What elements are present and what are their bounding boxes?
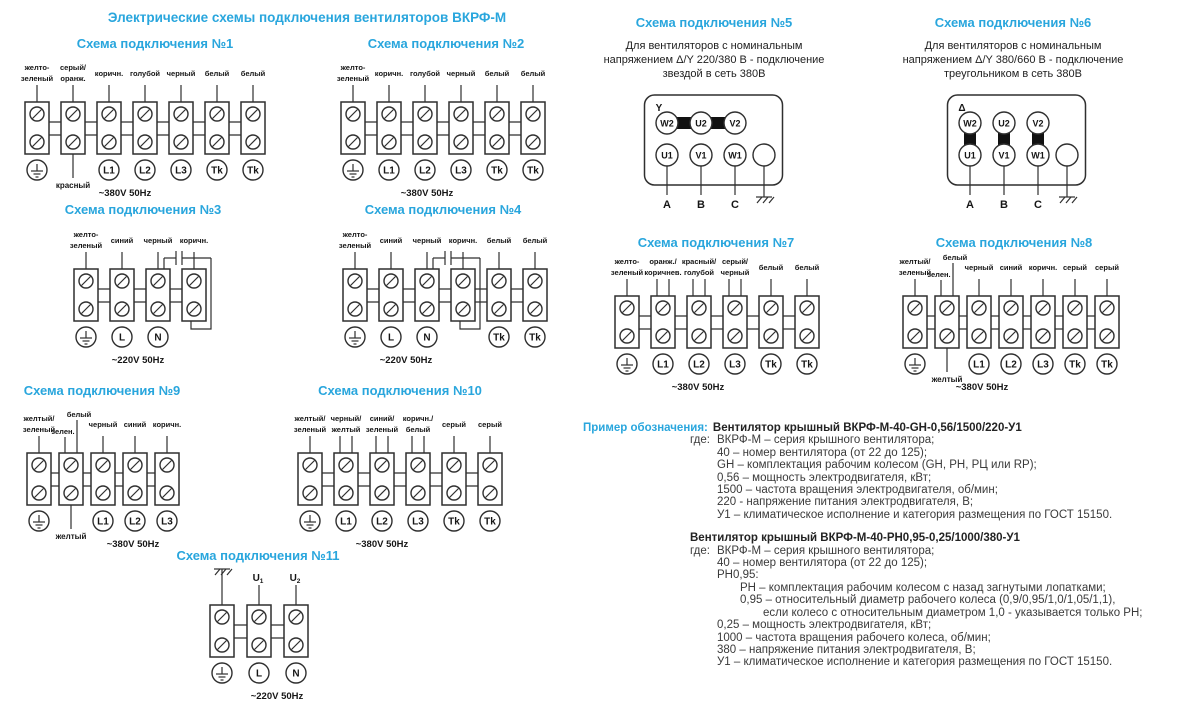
ground-terminal-icon (617, 354, 637, 374)
voltage-label: ~380V 50Hz (400, 188, 454, 199)
ground-terminal-icon (27, 160, 47, 180)
scheme-1-title: Схема подключения №1 (76, 36, 234, 51)
wire-color-label: синий (123, 420, 147, 429)
terminal-block (487, 236, 512, 347)
terminal-designation: L1 (97, 516, 109, 528)
wire-color-label: коричн. (94, 69, 124, 78)
wire-color-label: желтый (55, 532, 87, 541)
terminal-block (95, 69, 123, 180)
terminal-block (51, 410, 91, 541)
ground-terminal-icon (905, 354, 925, 374)
terminal-block (999, 263, 1023, 374)
ground-terminal-icon (345, 327, 365, 347)
terminal-block (442, 420, 466, 531)
description-line: Для вентиляторов с номинальным (924, 40, 1102, 52)
wire-color-label: оранж./ (649, 257, 677, 266)
ground-terminal-icon (29, 511, 49, 531)
terminal-block (241, 69, 266, 180)
wire-color-label: зеленый (365, 425, 399, 434)
terminal-designation: L3 (161, 516, 173, 528)
wire-color-label: синий/ (369, 414, 395, 423)
phase-label: A (966, 199, 974, 211)
terminal-block (123, 420, 147, 531)
wire-color-label: серый (442, 420, 466, 429)
designation-explanation-line: 0,25 – мощность электродвигателя, кВт; (717, 619, 932, 632)
scheme-1-diagram (7, 58, 283, 203)
motor-terminal-label: V1 (695, 150, 707, 161)
wire-color-label: синий (379, 236, 403, 245)
wire-color-label: серый (1095, 263, 1119, 272)
wire-color-label: серый (478, 420, 502, 429)
description-line: Для вентиляторов с номинальным (625, 40, 803, 52)
terminal-designation: L2 (419, 165, 431, 177)
terminal-designation: $U_1$ (252, 573, 264, 585)
designation-explanation-line: 40 – номер вентилятора (от 22 до 125); (717, 446, 928, 459)
terminal-block (485, 69, 510, 180)
ground-terminal-icon (212, 663, 232, 683)
scheme-5-description (604, 39, 825, 81)
terminal-block (795, 263, 820, 374)
motor-terminal-empty (1056, 144, 1078, 166)
terminal-block (447, 69, 476, 180)
wire-color-label: черный/ (330, 414, 362, 423)
designation-explanation-line: РН – комплектация рабочим колесом с назад загнутыми лопатками; (740, 581, 1106, 594)
where-label: где: (690, 434, 710, 447)
terminal-block (331, 414, 363, 531)
scheme-4-diagram (325, 225, 565, 370)
wire-color-label: зеленый (338, 241, 372, 250)
wire-color-label: белый (204, 69, 230, 78)
fan-model-designation: Вентилятор крышный ВКРФ-М-40-GH-0,56/1500/220-У1 (712, 422, 1022, 434)
designation-explanation-line: где: ВКРФ-М – серия крышного вентилятора; (690, 434, 935, 447)
designation-explanation-line: У1 – климатическое исполнение и категория размещения по ГОСТ 15150. (717, 508, 1113, 521)
scheme-11-diagram (192, 561, 326, 706)
wire-color-label: зелен. (51, 427, 75, 436)
terminal-block (1063, 263, 1087, 374)
wire-color-label: голубой (129, 69, 161, 78)
motor-terminal-label: V2 (1032, 118, 1044, 129)
terminal-designation: L3 (175, 165, 187, 177)
wire-color-label: черный (446, 69, 476, 78)
terminal-designation: Tk (801, 359, 813, 371)
terminal-block (153, 420, 181, 531)
voltage-label: ~220V 50Hz (250, 691, 304, 702)
designation-example-label: Пример обозначения: (583, 422, 708, 434)
wire-color-label: желтый/ (294, 414, 326, 423)
bridge-bar (1032, 133, 1044, 145)
wire-color-label: зеленый (898, 268, 932, 277)
page-title: Электрические схемы подключения вентиляторов ВКРФ-М (107, 10, 507, 25)
terminal-block (337, 63, 370, 180)
wire-color-label: коричн. (1028, 263, 1058, 272)
wire-color-label: желтый/ (23, 414, 55, 423)
wire-color-label: оранж. (60, 74, 86, 83)
wire-color-label: черный (88, 420, 118, 429)
scheme-2-diagram (323, 58, 563, 203)
wire-color-label: черный (412, 236, 442, 245)
designation-explanation-line: 380 – напряжение питания электродвигателя, В; (717, 643, 976, 656)
terminal-block (167, 69, 196, 180)
terminal-block (366, 414, 399, 531)
motor-terminal-label: U2 (998, 118, 1010, 129)
terminal-designation: Tk (529, 332, 541, 344)
terminal-block (210, 569, 234, 683)
wire-color-label: зеленый (610, 268, 644, 277)
ground-terminal-icon (343, 160, 363, 180)
terminal-designation: L3 (455, 165, 467, 177)
wire-color-label: желто- (73, 230, 99, 239)
designation-explanation-line: где: ВКРФ-М – серия крышного вентилятора; (690, 544, 935, 557)
terminal-designation: Tk (527, 165, 539, 177)
voltage-label: ~220V 50Hz (111, 355, 165, 366)
terminal-designation: L2 (1005, 359, 1017, 371)
terminal-block (478, 420, 502, 531)
wire-color-label: желто- (340, 63, 366, 72)
designation-explanation-line: 1000 – частота вращения рабочего колеса, об/мин; (717, 631, 991, 644)
motor-terminal-empty (753, 144, 775, 166)
wire-color-label: серый/ (721, 257, 749, 266)
motor-terminal-label: U1 (964, 150, 976, 161)
terminal-designation: N (292, 668, 300, 680)
scheme-5-diagram (643, 93, 813, 218)
wire-color-label: голубой (409, 69, 441, 78)
wire-color-label: серый (1063, 263, 1087, 272)
terminal-designation: L2 (693, 359, 705, 371)
terminal-block (403, 414, 434, 531)
wire-color-label: синий (999, 263, 1023, 272)
scheme-4-title: Схема подключения №4 (364, 202, 522, 217)
ground-terminal-icon (300, 511, 320, 531)
wire-color-label: белый (484, 69, 510, 78)
terminal-designation: Tk (765, 359, 777, 371)
wire-color-label: синий (110, 236, 134, 245)
designation-explanation-line: если колесо с относительным диаметром 1,0 - указывается только РН; (763, 606, 1143, 619)
terminal-designation: Tk (1101, 359, 1113, 371)
earth-ground-icon (1059, 197, 1077, 203)
terminal-block (339, 230, 372, 347)
where-label: где: (690, 544, 710, 557)
terminal-block (284, 573, 308, 683)
terminal-block (721, 257, 750, 374)
capacitor-icon (164, 251, 211, 269)
terminal-designation: L1 (383, 165, 395, 177)
terminal-designation: Tk (211, 165, 223, 177)
designation-explanation-line: РН0,95: (717, 569, 759, 582)
terminal-designation: L1 (340, 516, 352, 528)
earth-ground-icon (756, 197, 774, 203)
terminal-block (413, 236, 442, 347)
wire-color-label: зеленый (20, 74, 54, 83)
wire-color-label: белый (522, 236, 548, 245)
wire-color-label: коричн. (374, 69, 404, 78)
phase-label: A (663, 199, 671, 211)
wire-color-label: белый (240, 69, 266, 78)
terminal-designation: Tk (491, 165, 503, 177)
terminal-designation: $U_2$ (289, 573, 301, 585)
motor-terminal-label: V1 (998, 150, 1010, 161)
voltage-label: ~380V 50Hz (671, 382, 725, 393)
scheme-3-title: Схема подключения №3 (64, 202, 222, 217)
terminal-designation: L3 (729, 359, 741, 371)
designation-explanation-line: 40 – номер вентилятора (от 22 до 125); (717, 557, 928, 570)
scheme-2-title: Схема подключения №2 (367, 36, 525, 51)
motor-terminal-label: W1 (1031, 150, 1045, 161)
terminal-block (294, 414, 327, 531)
bridge-bar (998, 133, 1010, 145)
description-line: звездой в сеть 380В (662, 68, 766, 80)
scheme-10-diagram (280, 409, 520, 554)
phase-label: B (1000, 199, 1008, 211)
terminal-designation: L3 (1037, 359, 1049, 371)
terminal-block (965, 263, 994, 374)
terminal-block (130, 69, 160, 180)
terminal-block (21, 63, 54, 180)
terminal-block (523, 236, 548, 347)
wire-color-label: серый/ (59, 63, 87, 72)
terminal-block (180, 236, 208, 321)
wire-color-label: черный (720, 268, 750, 277)
terminal-designation: N (423, 332, 431, 344)
wire-color-label: красный/ (681, 257, 717, 266)
designation-explanation-line: GH – комплектация рабочим колесом (GH, РН, РЦ или RP); (717, 459, 1037, 472)
terminal-designation: L1 (973, 359, 985, 371)
terminal-designation: L1 (103, 165, 115, 177)
voltage-label: ~380V 50Hz (106, 539, 160, 550)
wire-color-label: желтый (331, 425, 361, 434)
terminal-block (611, 257, 644, 374)
terminal-designation: L (255, 668, 263, 680)
scheme-10-title: Схема подключения №10 (318, 383, 482, 398)
designation-explanation-line: У1 – климатическое исполнение и категория размещения по ГОСТ 15150. (717, 656, 1113, 669)
terminal-designation: N (154, 332, 162, 344)
designation-explanation-line: 0,95 – относительный диаметр рабочего колеса (0,9/0,95/1,0/1,05/1,1), (740, 594, 1116, 607)
phase-label: B (697, 199, 705, 211)
designation-example-heading (583, 422, 1142, 434)
wire-color-label: белый (66, 410, 92, 419)
wire-color-label: зеленый (22, 425, 56, 434)
motor-terminal-label: U1 (661, 150, 673, 161)
capacitor-icon (433, 251, 480, 269)
wire-color-label: белый (486, 236, 512, 245)
wire-color-label: голубой (683, 268, 715, 277)
voltage-label: ~380V 50Hz (98, 188, 152, 199)
description-line: напряжением Δ/Y 380/660 В - подключение (902, 54, 1124, 66)
terminal-designation: L2 (129, 516, 141, 528)
fan-model-designation: Вентилятор крышный ВКРФ-М-40-РН0,95-0,25/1000/380-У1 (690, 532, 1020, 545)
phase-label: C (731, 199, 739, 211)
scheme-3-diagram (56, 225, 224, 370)
wire-color-label: желто- (24, 63, 50, 72)
wire-color-label: белый (942, 253, 968, 262)
wire-color-label: коричн. (179, 236, 209, 245)
wire-color-label: желто- (614, 257, 640, 266)
scheme-8-title: Схема подключения №8 (935, 235, 1093, 250)
scheme-9-diagram (9, 409, 197, 554)
terminal-designation: L (118, 332, 126, 344)
wire-color-label: коричнев. (644, 268, 682, 277)
scheme-8-diagram (885, 252, 1137, 397)
motor-terminal-label: V2 (729, 118, 741, 129)
motor-terminal-label: W1 (728, 150, 742, 161)
motor-terminal-label: W2 (963, 118, 977, 129)
designation-block (583, 422, 1142, 669)
scheme-6-title: Схема подключения №6 (934, 15, 1092, 30)
terminal-designation: L2 (376, 516, 388, 528)
winding-type-label: Δ (958, 103, 966, 114)
wire-color-label: черный (166, 69, 196, 78)
wire-color-label: желтый/ (899, 257, 931, 266)
bridge-bar (964, 133, 976, 145)
wire-color-label: коричн. (448, 236, 478, 245)
terminal-block (927, 253, 967, 384)
wire-color-label: белый (794, 263, 820, 272)
motor-terminal-box (645, 95, 783, 185)
terminal-designation: L3 (412, 516, 424, 528)
terminal-block (70, 230, 103, 347)
wire-color-label: белый (520, 69, 546, 78)
voltage-label: ~220V 50Hz (379, 355, 433, 366)
scheme-7-diagram (597, 252, 837, 397)
description-line: напряжением Δ/Y 220/380 В - подключение (603, 54, 825, 66)
earth-ground-icon (214, 569, 232, 575)
terminal-block (205, 69, 230, 180)
terminal-block (89, 420, 118, 531)
voltage-label: ~380V 50Hz (355, 539, 409, 550)
terminal-block (144, 236, 173, 347)
scheme-7-title: Схема подключения №7 (637, 235, 795, 250)
scheme-6-diagram (946, 93, 1116, 218)
wire-color-label: черный (143, 236, 173, 245)
scheme-9-title: Схема подключения №9 (23, 383, 181, 398)
wire-color-label: черный (964, 263, 994, 272)
terminal-block (247, 573, 271, 683)
terminal-designation: Tk (484, 516, 496, 528)
wire-color-label: зеленый (336, 74, 370, 83)
designation-explanation-line: 0,56 – мощность электродвигателя, кВт; (717, 471, 932, 484)
designation-explanation-line: 220 - напряжение питания электродвигателя, В; (717, 496, 974, 509)
ground-terminal-icon (76, 327, 96, 347)
terminal-block (56, 63, 90, 190)
terminal-designation: L (387, 332, 395, 344)
wire-color-label: красный (55, 181, 91, 190)
terminal-designation: Tk (247, 165, 259, 177)
motor-terminal-label: U2 (695, 118, 707, 129)
wire-color-label: зелен. (927, 270, 951, 279)
terminal-block (1095, 263, 1119, 374)
terminal-designation: L1 (657, 359, 669, 371)
terminal-block (1029, 263, 1057, 374)
terminal-designation: Tk (448, 516, 460, 528)
voltage-label: ~380V 50Hz (955, 382, 1009, 393)
terminal-designation: Tk (1069, 359, 1081, 371)
phase-label: C (1034, 199, 1042, 211)
wire-color-label: желтый (931, 375, 963, 384)
terminal-block (521, 69, 546, 180)
terminal-block (379, 236, 403, 347)
wire-color-label: зеленый (293, 425, 327, 434)
wire-color-label: коричн. (152, 420, 182, 429)
terminal-block (375, 69, 403, 180)
description-line: треугольником в сеть 380В (943, 68, 1083, 80)
scheme-5-title: Схема подключения №5 (635, 15, 793, 30)
terminal-block (759, 263, 784, 374)
terminal-block (449, 236, 477, 321)
terminal-designation: L2 (139, 165, 151, 177)
wire-color-label: белый (405, 425, 431, 434)
terminal-block (410, 69, 440, 180)
wire-color-label: желто- (342, 230, 368, 239)
designation-explanation-line: 1500 – частота вращения электродвигателя, об/мин; (717, 484, 998, 497)
winding-type-label: Y (655, 103, 663, 114)
scheme-6-description (903, 39, 1124, 81)
wire-color-label: коричн./ (402, 414, 434, 423)
motor-terminal-label: W2 (660, 118, 674, 129)
scheme-11-title: Схема подключения №11 (176, 548, 340, 563)
wire-color-label: белый (758, 263, 784, 272)
wire-color-label: зеленый (69, 241, 103, 250)
terminal-block (110, 236, 134, 347)
terminal-designation: Tk (493, 332, 505, 344)
